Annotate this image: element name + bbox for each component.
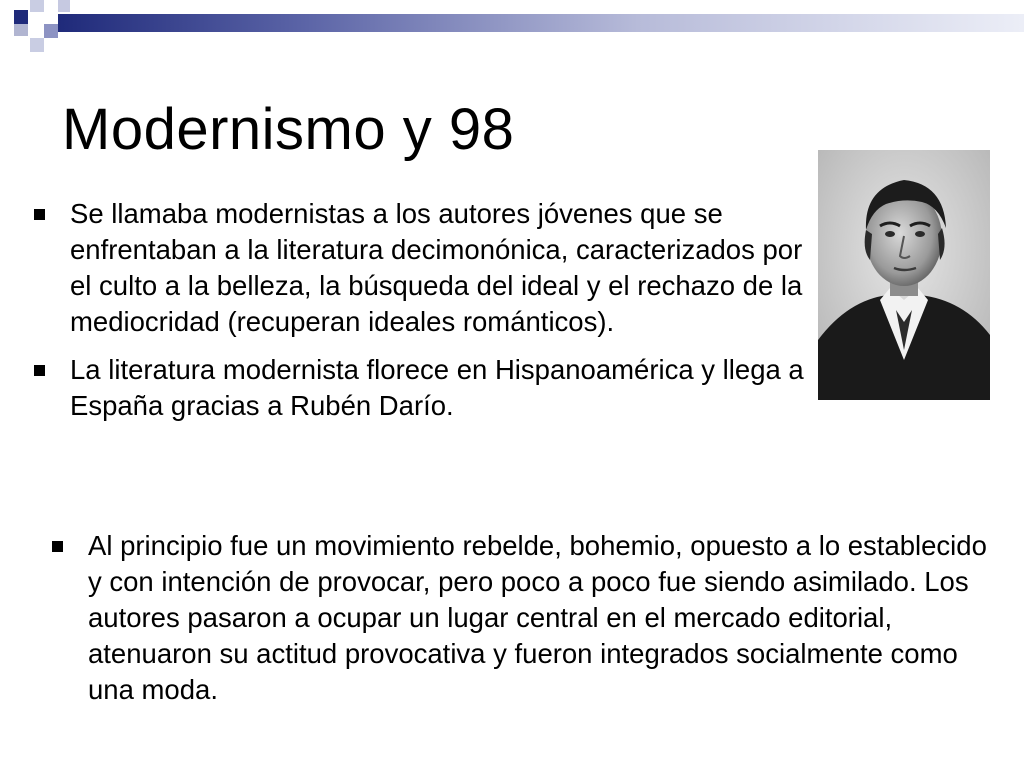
- bullet-text: La literatura modernista florece en Hispanoamérica y llega a España gracias a Rubén Darío.: [70, 354, 804, 421]
- slide-title: Modernismo y 98: [62, 97, 515, 162]
- bullet-text: Al principio fue un movimiento rebelde, bohemio, opuesto a lo establecido y con intención de provocar, pero poco a poco fue siendo asimilado. Los autores pasaron a ocupar un lugar central en el mercado editorial, atenuaron su actitud provocativa y fueron integrados socialmente como una moda.: [88, 530, 987, 705]
- corner-decoration-square: [58, 0, 70, 12]
- corner-decoration-square: [30, 38, 44, 52]
- corner-decoration-square: [14, 24, 28, 36]
- corner-decoration-square: [44, 24, 58, 38]
- header-gradient-bar: [58, 14, 1024, 32]
- corner-decoration-square: [14, 10, 28, 24]
- square-bullet-icon: [52, 541, 63, 552]
- bullet-list-bottom: [48, 528, 998, 720]
- corner-decoration-square: [30, 0, 44, 12]
- portrait-photo: [818, 150, 990, 400]
- square-bullet-icon: [34, 365, 45, 376]
- bullet-list-top: [30, 196, 810, 436]
- bullet-item: [48, 528, 998, 708]
- bullet-item: [30, 196, 810, 340]
- bullet-text: Se llamaba modernistas a los autores jóvenes que se enfrentaban a la literatura decimonónica, caracterizados por el culto a la belleza, la búsqueda del ideal y el rechazo de la mediocridad (recuperan ideales románticos).: [70, 198, 803, 337]
- bullet-item: [30, 352, 810, 424]
- square-bullet-icon: [34, 209, 45, 220]
